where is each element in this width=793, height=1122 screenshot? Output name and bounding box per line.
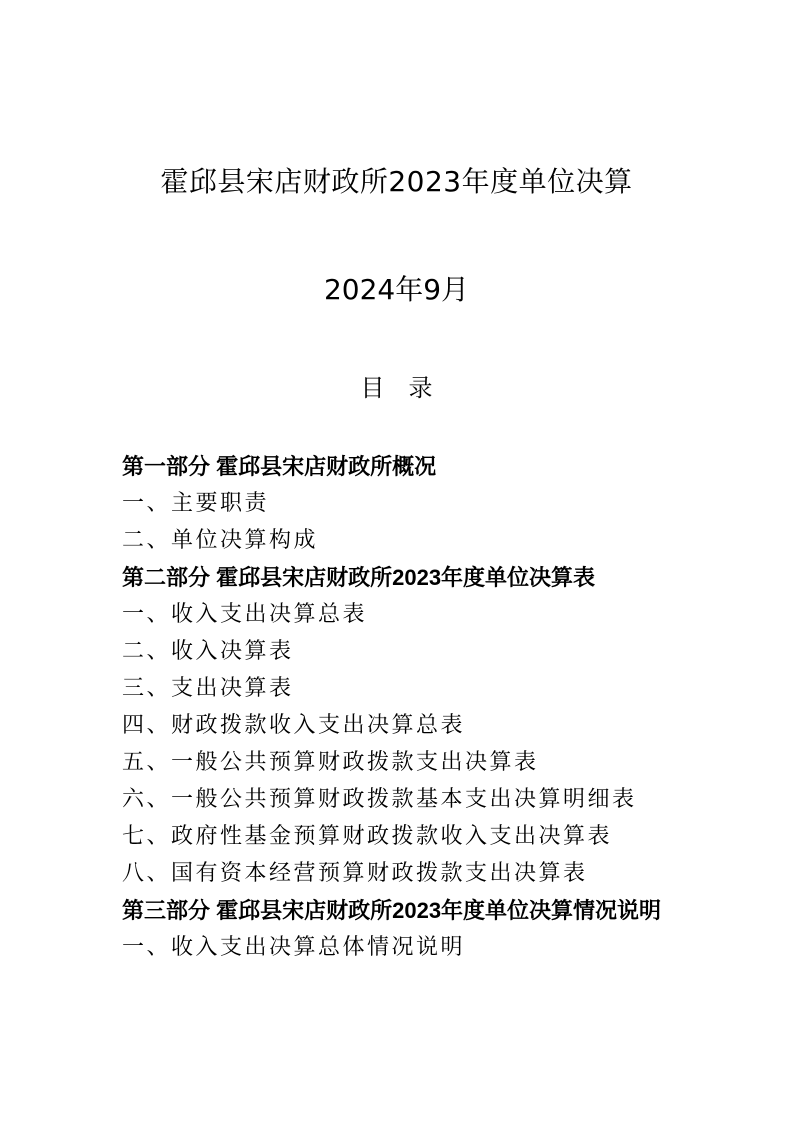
toc-item: 三、支出决算表 [122,676,294,701]
toc-item: 二、单位决算构成 [122,528,319,553]
toc-item: 一、主要职责 [122,491,270,516]
toc-item: 二、收入决算表 [122,639,294,664]
toc-item: 一、收入支出决算总表 [122,602,368,627]
toc-item: 五、一般公共预算财政拨款支出决算表 [122,750,539,775]
toc-item: 一、收入支出决算总体情况说明 [122,935,466,960]
document-title: 霍邱县宋店财政所2023年度单位决算 [160,165,633,198]
toc-item: 六、一般公共预算财政拨款基本支出决算明细表 [122,787,637,812]
toc-part-3: 第三部分 霍邱县宋店财政所2023年度单位决算情况说明 [122,898,662,923]
toc-part-1: 第一部分 霍邱县宋店财政所概况 [122,454,437,479]
document-date: 2024年9月 [323,273,470,306]
toc-item: 七、政府性基金预算财政拨款收入支出决算表 [122,824,613,849]
toc-item: 八、国有资本经营预算财政拨款支出决算表 [122,861,588,886]
toc-item: 四、财政拨款收入支出决算总表 [122,713,466,738]
table-of-contents [122,448,682,966]
toc-part-2: 第二部分 霍邱县宋店财政所2023年度单位决算表 [122,565,596,590]
toc-heading: 目录 [360,374,457,402]
